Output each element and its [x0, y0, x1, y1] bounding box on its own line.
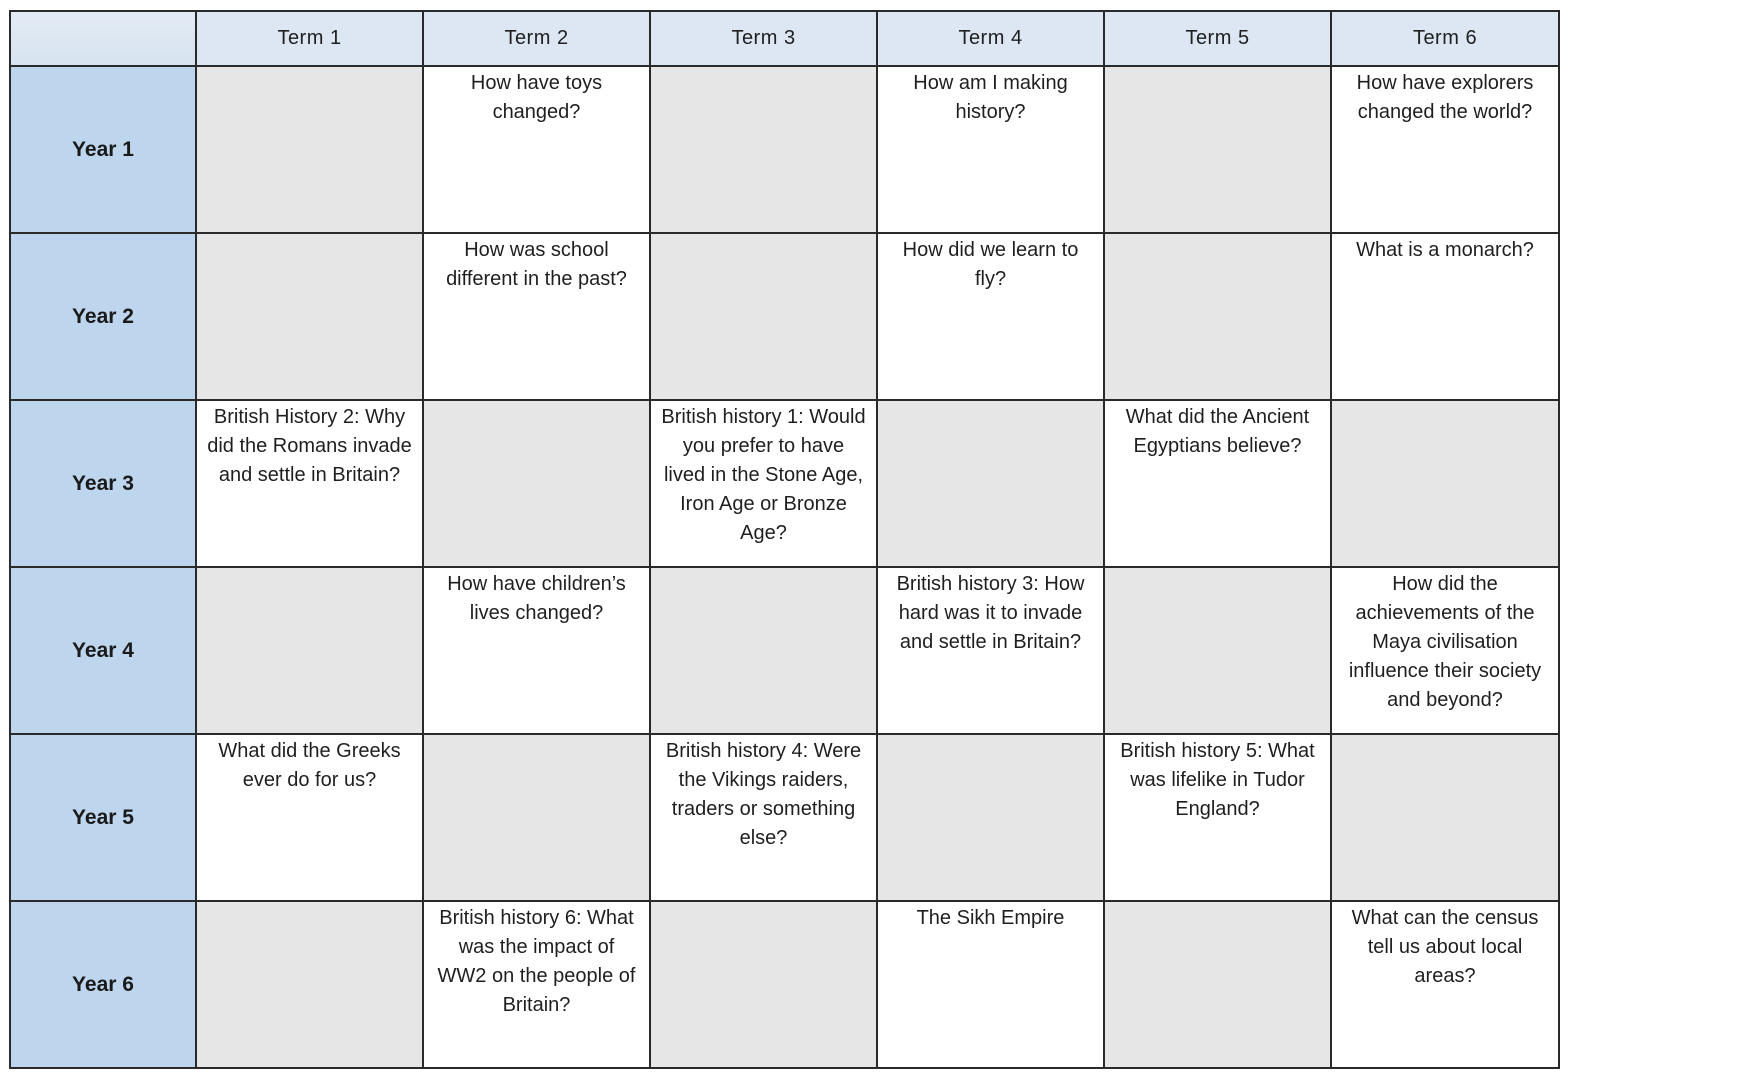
topic-cell: How did the achievements of the Maya civilisation influence their society and beyond? — [1331, 567, 1559, 734]
empty-cell — [650, 66, 877, 233]
term-header: Term 2 — [423, 11, 650, 66]
topic-cell: British history 1: Would you prefer to have lived in the Stone Age, Iron Age or Bronze Age? — [650, 400, 877, 567]
empty-cell — [196, 233, 423, 400]
empty-cell — [650, 567, 877, 734]
table-row — [10, 233, 1559, 400]
topic-cell: British history 5: What was lifelike in Tudor England? — [1104, 734, 1331, 901]
year-label: Year 2 — [10, 233, 196, 400]
year-label: Year 1 — [10, 66, 196, 233]
table-row — [10, 734, 1559, 901]
table-body — [10, 66, 1559, 1068]
topic-cell: British history 6: What was the impact of WW2 on the people of Britain? — [423, 901, 650, 1068]
topic-cell: How have explorers changed the world? — [1331, 66, 1559, 233]
table-row — [10, 567, 1559, 734]
empty-cell — [877, 734, 1104, 901]
topic-cell: The Sikh Empire — [877, 901, 1104, 1068]
header-row — [10, 11, 1559, 66]
term-header: Term 4 — [877, 11, 1104, 66]
empty-cell — [1331, 734, 1559, 901]
table-row — [10, 901, 1559, 1068]
empty-cell — [877, 400, 1104, 567]
corner-header — [10, 11, 196, 66]
empty-cell — [1104, 567, 1331, 734]
term-header: Term 1 — [196, 11, 423, 66]
year-label: Year 5 — [10, 734, 196, 901]
term-header: Term 6 — [1331, 11, 1559, 66]
topic-cell: What did the Ancient Egyptians believe? — [1104, 400, 1331, 567]
topic-cell: How was school different in the past? — [423, 233, 650, 400]
empty-cell — [1104, 233, 1331, 400]
term-header: Term 5 — [1104, 11, 1331, 66]
empty-cell — [196, 567, 423, 734]
empty-cell — [650, 901, 877, 1068]
year-label: Year 3 — [10, 400, 196, 567]
topic-cell: British history 4: Were the Vikings raiders, traders or something else? — [650, 734, 877, 901]
table-row — [10, 400, 1559, 567]
empty-cell — [1104, 66, 1331, 233]
topic-cell: British History 2: Why did the Romans invade and settle in Britain? — [196, 400, 423, 567]
empty-cell — [1104, 901, 1331, 1068]
topic-cell: How did we learn to fly? — [877, 233, 1104, 400]
topic-cell: What did the Greeks ever do for us? — [196, 734, 423, 901]
topic-cell: How have toys changed? — [423, 66, 650, 233]
empty-cell — [650, 233, 877, 400]
year-label: Year 4 — [10, 567, 196, 734]
empty-cell — [1331, 400, 1559, 567]
topic-cell: How am I making history? — [877, 66, 1104, 233]
empty-cell — [423, 400, 650, 567]
topic-cell: British history 3: How hard was it to invade and settle in Britain? — [877, 567, 1104, 734]
table-row — [10, 66, 1559, 233]
empty-cell — [423, 734, 650, 901]
topic-cell: What can the census tell us about local areas? — [1331, 901, 1559, 1068]
topic-cell: How have children’s lives changed? — [423, 567, 650, 734]
year-label: Year 6 — [10, 901, 196, 1068]
term-header: Term 3 — [650, 11, 877, 66]
empty-cell — [196, 901, 423, 1068]
topic-cell: What is a monarch? — [1331, 233, 1559, 400]
history-curriculum-table — [9, 10, 1560, 1069]
empty-cell — [196, 66, 423, 233]
